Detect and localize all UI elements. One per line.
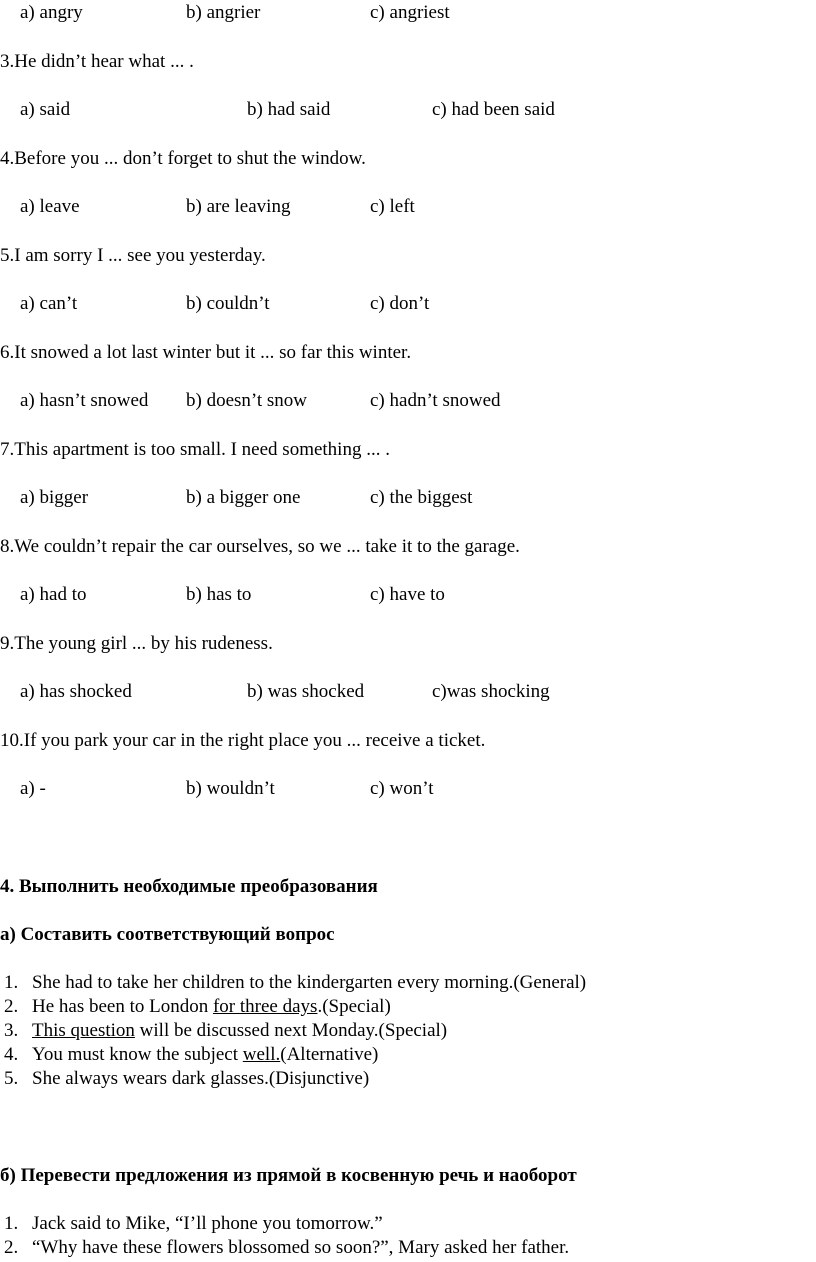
option-q7-b: b) a bigger one (186, 487, 301, 508)
question-6: 6.It snowed a lot last winter but it ... so far this winter. (0, 342, 412, 363)
option-q4-c: c) left (370, 196, 415, 217)
list-item-number: 2. (4, 996, 19, 1017)
question-8: 8.We couldn’t repair the car ourselves, so we ... take it to the garage. (0, 536, 520, 557)
text-segment: He has been to London (32, 996, 213, 1017)
list-item (0, 1236, 816, 1260)
section-4b-heading: б) Перевести предложения из прямой в косвенную речь и наоборот (0, 1165, 577, 1186)
list-item-number: 4. (4, 1044, 19, 1065)
list-item (0, 1212, 816, 1236)
underlined-segment: This question (32, 1020, 135, 1041)
list-item (0, 995, 816, 1019)
option-q7-a: a) bigger (20, 487, 89, 508)
list-item-text (32, 995, 391, 1019)
list-item-text: She had to take her children to the kindergarten every morning.(General) (32, 972, 587, 993)
option-q5-b: b) couldn’t (186, 293, 270, 314)
option-q8-b: b) has to (186, 584, 252, 605)
text-segment: (Alternative) (280, 1044, 379, 1065)
question-10: 10.If you park your car in the right place you ... receive a ticket. (0, 730, 486, 751)
option-q8-c: c) have to (370, 584, 445, 605)
option-q3-c: c) had been said (432, 99, 555, 120)
list-item-text (32, 1043, 378, 1067)
option-q6-a: a) hasn’t snowed (20, 390, 149, 411)
option-q10-b: b) wouldn’t (186, 778, 275, 799)
option-q9-a: a) has shocked (20, 681, 132, 702)
list-item (0, 971, 816, 995)
option-q9-b: b) was shocked (247, 681, 365, 702)
option-q10-c: c) won’t (370, 778, 434, 799)
text-segment: .(Special) (317, 996, 391, 1017)
option-q4-a: a) leave (20, 196, 80, 217)
option-q6-b: b) doesn’t snow (186, 390, 308, 411)
section-4a-heading: а) Составить соответствующий вопрос (0, 924, 335, 945)
list-item-number: 2. (4, 1237, 19, 1258)
list-item-number: 1. (4, 972, 19, 993)
option-q6-c: c) hadn’t snowed (370, 390, 501, 411)
text-segment: You must know the subject (32, 1044, 243, 1065)
question-4: 4.Before you ... don’t forget to shut the window. (0, 148, 366, 169)
option-q9-c: c)was shocking (432, 681, 550, 702)
list-item-number: 1. (4, 1213, 19, 1234)
list-item-text (32, 1019, 447, 1043)
option-q2-a: a) angry (20, 2, 83, 23)
option-q4-b: b) are leaving (186, 196, 291, 217)
list-item (0, 1019, 816, 1043)
underlined-segment: for three days (212, 996, 318, 1017)
underlined-segment: well. (242, 1044, 281, 1065)
option-q3-b: b) had said (247, 99, 331, 120)
list-item (0, 1067, 816, 1091)
question-9: 9.The young girl ... by his rudeness. (0, 633, 273, 654)
option-q2-c: c) angriest (370, 2, 450, 23)
list-item (0, 1043, 816, 1067)
section-4-heading: 4. Выполнить необходимые преобразования (0, 876, 378, 897)
list-item-number: 5. (4, 1068, 19, 1089)
option-q7-c: c) the biggest (370, 487, 473, 508)
text-segment: will be discussed next Monday.(Special) (134, 1020, 448, 1041)
option-q5-a: a) can’t (20, 293, 78, 314)
option-q2-b: b) angrier (186, 2, 261, 23)
option-q10-a: a) - (20, 778, 46, 799)
question-7: 7.This apartment is too small. I need something ... . (0, 439, 390, 460)
option-q5-c: c) don’t (370, 293, 430, 314)
question-5: 5.I am sorry I ... see you yesterday. (0, 245, 266, 266)
option-q8-a: a) had to (20, 584, 87, 605)
question-3: 3.He didn’t hear what ... . (0, 51, 194, 72)
list-item-text: She always wears dark glasses.(Disjunctive) (32, 1068, 370, 1089)
option-q3-a: a) said (20, 99, 71, 120)
list-item-text: “Why have these flowers blossomed so soon?”, Mary asked her father. (32, 1237, 570, 1258)
list-item-text: Jack said to Mike, “I’ll phone you tomorrow.” (32, 1213, 383, 1234)
list-item-number: 3. (4, 1020, 19, 1041)
